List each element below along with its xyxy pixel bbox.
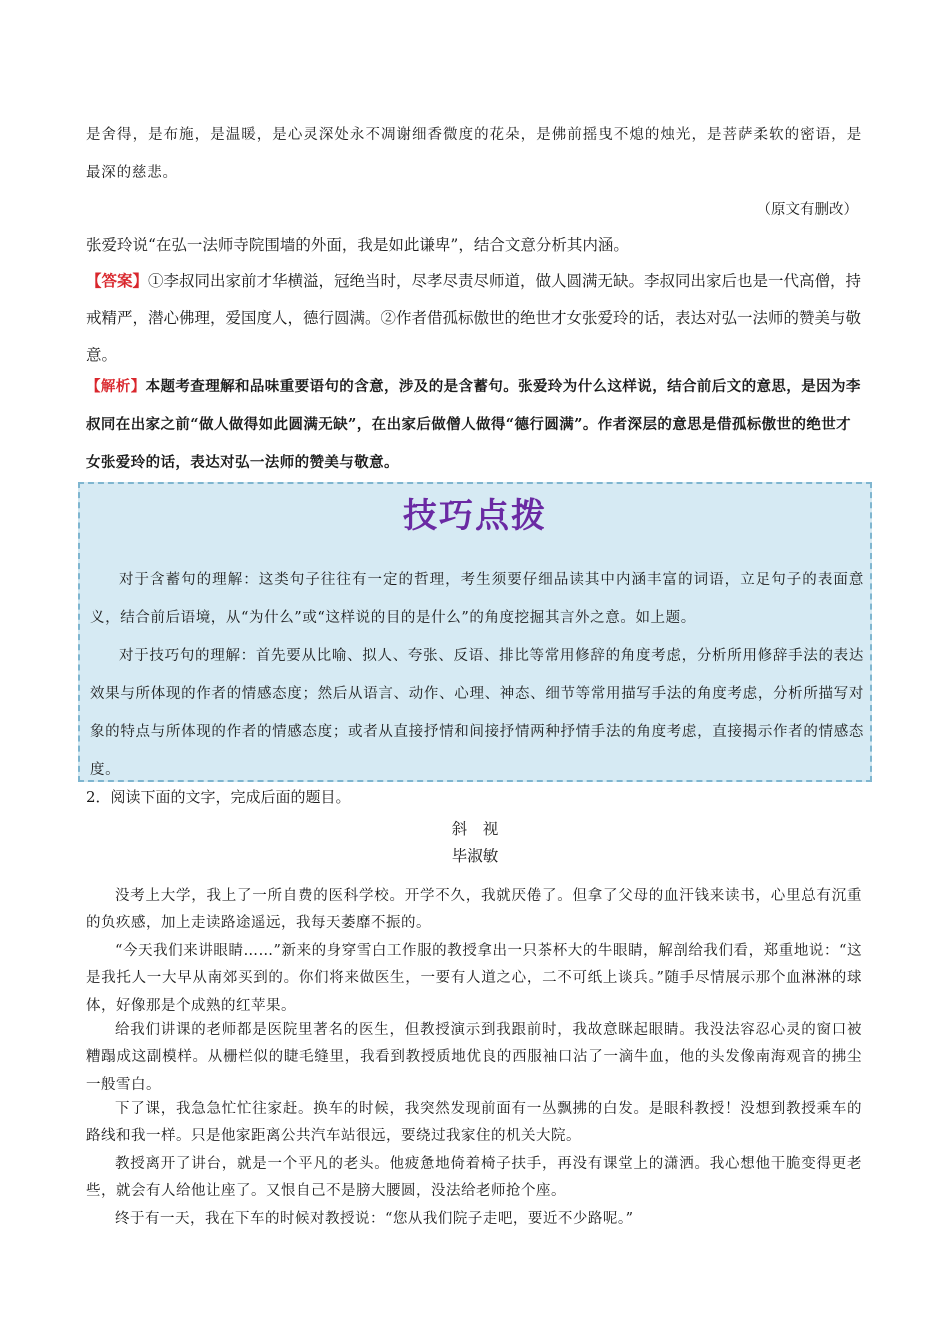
answer-block: [86, 262, 862, 374]
story-paragraph-3: 给我们讲课的老师都是医院里著名的医生，但教授演示到我跟前时，我故意眯起眼睛。我没法容忍心灵的窗口被糟蹋成这副模样。从栅栏似的睫毛缝里，我看到教授质地优良的西服袖口沾了一滴牛血，他的头发像南海观音的拂尘一般雪白。: [86, 1021, 862, 1093]
analysis-tag: 【解析】: [86, 378, 146, 395]
story-paragraph-6: 终于有一天，我在下车的时候对教授说：“您从我们院子走吧，要近不少路呢。”: [115, 1210, 634, 1227]
story-paragraph-1: 没考上大学，我上了一所自费的医科学校。开学不久，我就厌倦了。但拿了父母的血汗钱来读书，心里总有沉重的负疚感，加上走读路途遥远，我每天萎靡不振的。: [86, 887, 862, 931]
analysis-block: [86, 368, 862, 482]
source-note: （原文有删改）: [756, 202, 858, 218]
answer-tag: 【答案】: [86, 271, 149, 290]
question1-text: 张爱玲说“在弘一法师寺院围墙的外面，我是如此谦卑”，结合文意分析其内涵。: [86, 236, 629, 254]
tips-title: 技巧点拨: [403, 496, 547, 536]
story-author: 毕淑敏: [451, 847, 499, 865]
story-title: 斜 视: [451, 820, 499, 838]
story-paragraph-4: 下了课，我急急忙忙往家赶。换车的时候，我突然发现前面有一丛飘拂的白发。是眼科教授！没想到教授乘车的路线和我一样。只是他家距离公共汽车站很远，要绕过我家住的机关大院。: [86, 1100, 862, 1144]
tips-paragraph-1: 对于含蓄句的理解：这类句子往往有一定的哲理，考生须要仔细品读其中内涵丰富的词语，立足句子的表面意义，结合前后语境，从“为什么”或“这样说的目的是什么”的角度挖掘其言外之意。如上题。: [90, 571, 864, 626]
question2-prompt: 2．阅读下面的文字，完成后面的题目。: [86, 788, 351, 806]
story-paragraph-2: “今天我们来讲眼睛……”新来的身穿雪白工作服的教授拿出一只茶杯大的牛眼睛，解剖给我们看，郑重地说：“这是我托人一大早从南郊买到的。你们将来做医生，一要有人道之心，二不可纸上谈兵。”随手尽情展示那个血淋淋的球体，好像那是个成熟的红苹果。: [86, 942, 862, 1014]
story-paragraph-5: 教授离开了讲台，就是一个平凡的老头。他疲惫地倚着椅子扶手，再没有课堂上的潇洒。我心想他干脆变得更老些，就会有人给他让座了。又恨自己不是膀大腰圆，没法给老师抢个座。: [86, 1155, 862, 1199]
analysis-text: 本题考查理解和品味重要语句的含意，涉及的是含蓄句。张爱玲为什么这样说，结合前后文的意思，是因为李叔同在出家之前“做人做得如此圆满无缺”，在出家后做僧人做得“德行圆满”。作者深层的意思是借孤标傲世的绝世才女张爱玲的话，表达对弘一法师的赞美与敬意。: [86, 378, 861, 471]
answer-text: ①李叔同出家前才华横溢，冠绝当时，尽孝尽责尽师道，做人圆满无缺。李叔同出家后也是一代高僧，持戒精严，潜心佛理，爱国度人，德行圆满。②作者借孤标傲世的绝世才女张爱玲的话，表达对弘一法师的赞美与敬意。: [86, 272, 862, 364]
tips-paragraph-2: 对于技巧句的理解：首先要从比喻、拟人、夸张、反语、排比等常用修辞的角度考虑，分析所用修辞手法的表达效果与所体现的作者的情感态度；然后从语言、动作、心理、神态、细节等常用描写手法的角度考虑，分析所描写对象的特点与所体现的作者的情感态度；或者从直接抒情和间接抒情两种抒情手法的角度考虑，直接揭示作者的情感态度。: [90, 647, 864, 778]
passage-end-text: 是舍得，是布施，是温暖，是心灵深处永不凋谢细香微度的花朵，是佛前摇曳不熄的烛光，是菩萨柔软的密语，是最深的慈悲。: [86, 127, 862, 181]
